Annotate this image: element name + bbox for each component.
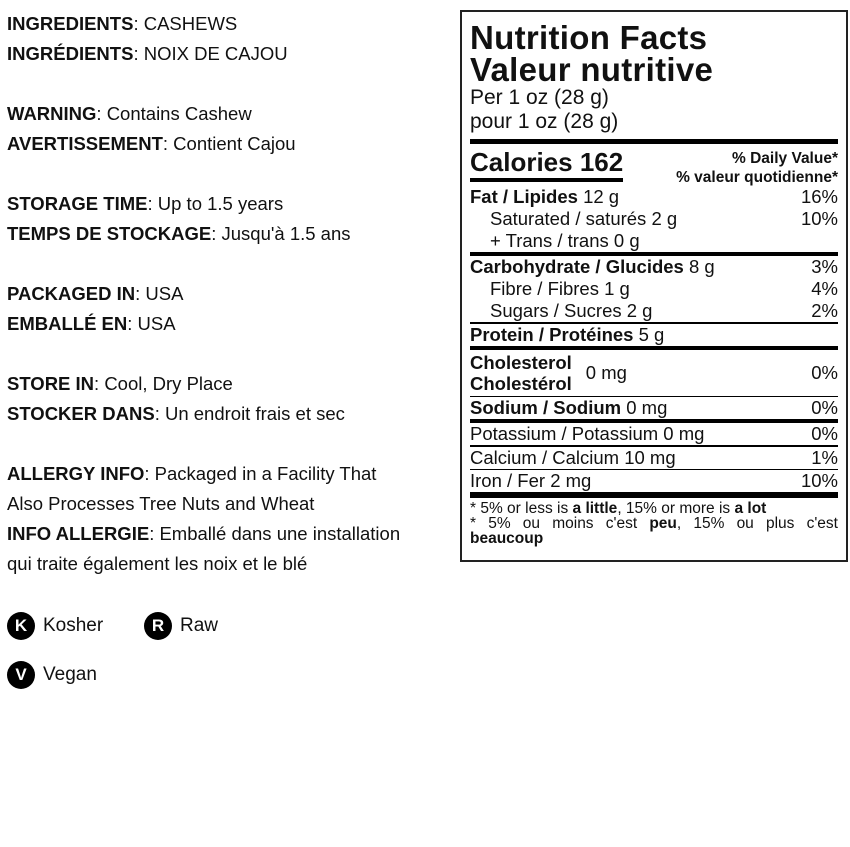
row-fibre: Fibre / Fibres 1 g 4% (490, 278, 838, 299)
store-in-fr: STOCKER DANS: Un endroit frais et sec (7, 403, 345, 424)
row-iron: Iron / Fer 2 mg 10% (470, 470, 838, 491)
product-info (7, 9, 462, 579)
row-saturated: Saturated / saturés 2 g 10% (490, 208, 838, 229)
storage-time-en: STORAGE TIME: Up to 1.5 years (7, 193, 284, 214)
serving-fr: pour 1 oz (28 g) (470, 110, 619, 133)
nutrition-facts-table (460, 10, 848, 562)
row-fat: Fat / Lipides 12 g 16% (470, 186, 838, 207)
warning-fr: AVERTISSEMENT: Contient Cajou (7, 133, 296, 154)
ingredients-en: INGREDIENTS: CASHEWS (7, 13, 238, 34)
calories-row (470, 144, 838, 186)
vegan-icon: V (7, 661, 35, 689)
footnote-fr-cont: beaucoup (470, 530, 544, 547)
warning-en: WARNING: Contains Cashew (7, 103, 252, 124)
badge-vegan: V Vegan (7, 661, 97, 689)
daily-value-header: % Daily Value* % valeur quotidienne* (676, 150, 838, 186)
allergy-info-en: ALLERGY INFO: Packaged in a Facility That (7, 463, 377, 484)
row-cholesterol: Cholesterol Cholestérol 0 mg 0% (470, 351, 838, 394)
title-en: Nutrition Facts (470, 19, 708, 56)
serving-en: Per 1 oz (28 g) (470, 86, 609, 109)
packaged-in-en: PACKAGED IN: USA (7, 283, 184, 304)
storage-time-fr: TEMPS DE STOCKAGE: Jusqu'à 1.5 ans (7, 223, 351, 244)
row-sodium: Sodium / Sodium 0 mg 0% (470, 397, 838, 418)
row-protein: Protein / Protéines 5 g (470, 323, 665, 345)
allergy-info-fr: INFO ALLERGIE: Emballé dans une installation (7, 523, 401, 544)
packaged-in-fr: EMBALLÉ EN: USA (7, 313, 176, 334)
allergy-info-fr-cont: qui traite également les noix et le blé (7, 553, 308, 574)
ingredients-fr: INGRÉDIENTS: NOIX DE CAJOU (7, 43, 288, 64)
store-in-en: STORE IN: Cool, Dry Place (7, 373, 233, 394)
title-fr: Valeur nutritive (470, 51, 714, 88)
footnote-en: * 5% or less is a little, 15% or more is a lot (470, 500, 767, 517)
row-calcium: Calcium / Calcium 10 mg 1% (470, 446, 838, 468)
row-potassium: Potassium / Potassium 0 mg 0% (470, 423, 838, 444)
row-sugars: Sugars / Sucres 2 g 2% (490, 300, 838, 321)
kosher-icon: K (7, 612, 35, 640)
raw-icon: R (144, 612, 172, 640)
badge-kosher: K Kosher (7, 612, 103, 640)
footnote (470, 501, 838, 546)
badge-raw: R Raw (144, 612, 218, 640)
row-carbohydrate: Carbohydrate / Glucides 8 g 3% (470, 256, 838, 277)
calories: Calories 162 (470, 148, 623, 182)
footnote-fr: * 5% ou moins c'est peu, 15% ou plus c'est (470, 515, 838, 532)
row-trans: + Trans / trans 0 g (490, 230, 640, 251)
allergy-info-en-cont: Also Processes Tree Nuts and Wheat (7, 493, 315, 514)
